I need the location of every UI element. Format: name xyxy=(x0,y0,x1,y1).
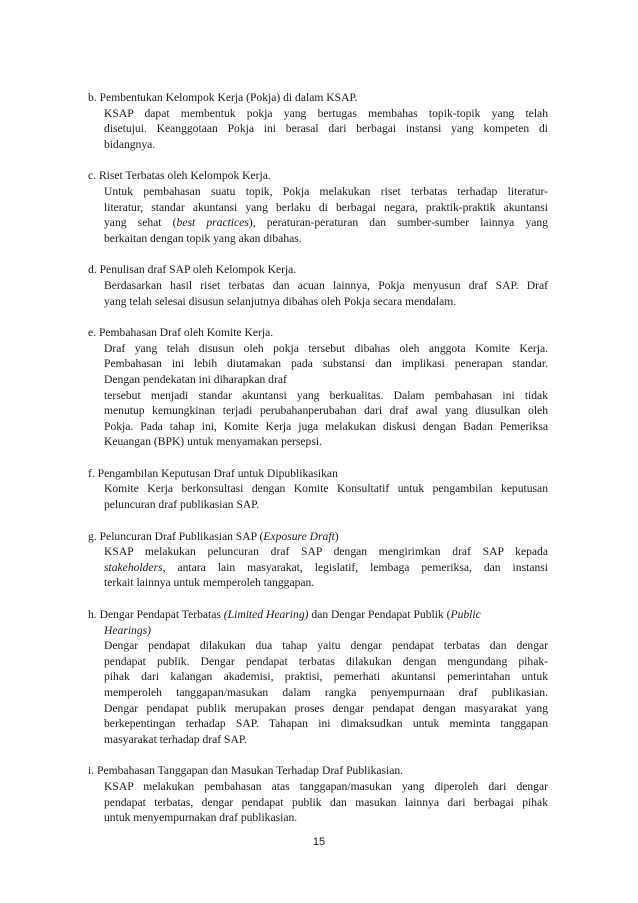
text-line xyxy=(104,638,548,654)
section-body xyxy=(88,278,548,309)
text-run: c. Riset Terbatas oleh Kelompok Kerja. xyxy=(88,169,271,183)
text-line xyxy=(104,434,548,450)
text-line xyxy=(104,200,548,216)
text-line xyxy=(104,575,548,591)
text-line xyxy=(104,685,548,701)
text-line xyxy=(104,341,548,357)
text-run: ) xyxy=(334,529,339,543)
text-run: Pokja. Pada tahap ini, Komite Kerja juga melakukan diskusi dengan Badan Pemeriksa xyxy=(104,419,548,433)
text-run: pendapat publik. Dengar pendapat terbatas dilakukan dengan mengundang pihak- xyxy=(104,654,548,668)
section xyxy=(88,466,548,513)
section xyxy=(88,262,548,309)
text-run: menutup kemungkinan terjadi perubahanperubahan dari draf awal yang diusulkan oleh xyxy=(104,404,548,418)
text-line xyxy=(104,121,548,137)
section-heading xyxy=(88,168,548,184)
text-line xyxy=(104,106,548,122)
text-run: disetujui. Keanggotaan Pokja ini berasal dari berbagai instansi yang kompeten di xyxy=(104,122,548,136)
section-body xyxy=(88,106,548,153)
text-run: untuk menyempurnakan draf publikasian. xyxy=(104,811,298,825)
text-line xyxy=(104,388,548,404)
text-run: dan Dengar Pendapat Publik ( xyxy=(308,608,451,622)
section-heading xyxy=(88,607,548,623)
text-run: h. Dengar Pendapat Terbatas xyxy=(88,608,224,622)
text-line xyxy=(104,716,548,732)
text-run: Pembahasan ini lebih diutamakan pada substansi dan implikasi penerapan standar. xyxy=(104,357,548,371)
text-run: KSAP melakukan peluncuran draf SAP dengan mengirimkan draf SAP kepada xyxy=(104,545,548,559)
text-run: Dengar pendapat publik merupakan proses dengar pendapat dengan masyarakat yang xyxy=(104,701,548,715)
italic-term: best practices xyxy=(176,216,249,230)
text-run: masyarakat terhadap draf SAP. xyxy=(104,732,247,746)
text-line xyxy=(104,403,548,419)
section-heading xyxy=(88,90,548,106)
text-line xyxy=(104,560,548,576)
text-line xyxy=(104,137,548,153)
text-line xyxy=(104,795,548,811)
document-body xyxy=(88,90,548,842)
italic-term: Public xyxy=(450,608,481,622)
text-run: pihak dari kalangan akademisi, praktisi, pemerhati akuntansi pemerintahan untuk xyxy=(104,670,548,684)
italic-term: stakeholders, xyxy=(104,560,166,574)
text-run: yang sehat ( xyxy=(104,216,177,230)
text-line xyxy=(104,701,548,717)
section-body xyxy=(88,184,548,246)
text-run: b. Pembentukan Kelompok Kerja (Pokja) di dalam KSAP. xyxy=(88,91,358,104)
italic-term: Exposure Draft xyxy=(263,529,335,543)
text-line xyxy=(104,231,548,247)
text-line xyxy=(104,481,548,497)
text-line xyxy=(104,654,548,670)
text-run: e. Pembahasan Draf oleh Komite Kerja. xyxy=(88,326,274,340)
text-line xyxy=(104,544,548,560)
text-run: Komite Kerja berkonsultasi dengan Komite Konsultatif untuk pengambilan keputusan xyxy=(104,482,548,496)
text-run: Dengar pendapat dilakukan dua tahap yaitu dengar pendapat terbatas dan dengar xyxy=(104,639,548,653)
text-line xyxy=(104,215,548,231)
text-run: KSAP melakukan pembahasan atas tanggapan/masukan yang diperoleh dari dengar xyxy=(104,779,548,793)
text-line xyxy=(104,356,548,372)
text-run: memperoleh tanggapan/masukan dalam rangka penyempurnaan draf publikasian. xyxy=(104,686,548,699)
section-heading-continued xyxy=(88,623,548,639)
text-run: berkaitan dengan topik yang akan dibahas. xyxy=(104,231,302,245)
section-body xyxy=(88,638,548,747)
text-line xyxy=(104,732,548,748)
section-body xyxy=(88,544,548,591)
text-run: g. Peluncuran Draf Publikasian SAP ( xyxy=(88,529,264,543)
text-run: peluncuran draf publikasian SAP. xyxy=(104,498,260,512)
text-run: bidangnya. xyxy=(104,137,156,151)
section-heading xyxy=(88,262,548,278)
text-line xyxy=(104,294,548,310)
text-run: f. Pengambilan Keputusan Draf untuk Dipublikasikan xyxy=(88,466,338,480)
section xyxy=(88,168,548,246)
section xyxy=(88,529,548,591)
text-run: ), peraturan-peraturan dan sumber-sumber lainnya yang xyxy=(248,216,548,230)
text-line xyxy=(104,419,548,435)
text-line xyxy=(104,497,548,513)
italic-term: (Limited Hearing) xyxy=(223,608,309,622)
text-run: Keuangan (BPK) untuk menyamakan persepsi. xyxy=(104,435,322,449)
text-line xyxy=(104,184,548,200)
text-line xyxy=(104,278,548,294)
text-run: KSAP dapat membentuk pokja yang bertugas membahas topik-topik yang telah xyxy=(104,106,548,120)
text-run: Untuk pembahasan suatu topik, Pokja melakukan riset terbatas terhadap literatur- xyxy=(104,184,548,198)
section-heading xyxy=(88,325,548,341)
italic-term: Hearings) xyxy=(104,623,152,637)
section xyxy=(88,325,548,450)
text-run: yang telah selesai disusun selanjutnya dibahas oleh Pokja secara mendalam. xyxy=(104,294,457,308)
text-run: tersebut menjadi standar akuntansi yang berkualitas. Dalam pembahasan ini tidak xyxy=(104,388,548,402)
text-run: berkepentingan terhadap SAP. Tahapan ini dimaksudkan untuk meminta tanggapan xyxy=(104,717,548,731)
section-body xyxy=(88,481,548,512)
text-run: literatur, standar akuntansi yang berlaku di berbagai negara, praktik-praktik akuntansi xyxy=(104,200,548,214)
text-run: Draf yang telah disusun oleh pokja tersebut dibahas oleh anggota Komite Kerja. xyxy=(104,341,548,355)
page-number: 15 xyxy=(312,836,326,848)
text-run: pendapat terbatas, dengar pendapat publik dan masukan lainnya dari berbagai pihak xyxy=(104,795,548,809)
text-line xyxy=(104,779,548,795)
text-run: antara lain masyarakat, legislatif, lembaga pemeriksa, dan instansi xyxy=(165,560,548,574)
section-heading xyxy=(88,529,548,545)
text-run: d. Penulisan draf SAP oleh Kelompok Kerja. xyxy=(88,263,297,277)
text-line xyxy=(104,810,548,826)
section-body xyxy=(88,779,548,826)
section xyxy=(88,763,548,825)
text-run: i. Pembahasan Tanggapan dan Masukan Terhadap Draf Publikasian. xyxy=(88,764,404,778)
section xyxy=(88,607,548,747)
section-heading xyxy=(88,763,548,779)
text-line xyxy=(104,669,548,685)
section-body xyxy=(88,341,548,450)
section-heading xyxy=(88,466,548,482)
text-line xyxy=(104,372,548,388)
section xyxy=(88,90,548,152)
text-run: Dengan pendekatan ini diharapkan draf xyxy=(104,372,287,386)
text-run: terkait lainnya untuk memperoleh tanggapan. xyxy=(104,576,315,590)
text-run: Berdasarkan hasil riset terbatas dan acuan lainnya, Pokja menyusun draf SAP. Draf xyxy=(104,278,548,292)
